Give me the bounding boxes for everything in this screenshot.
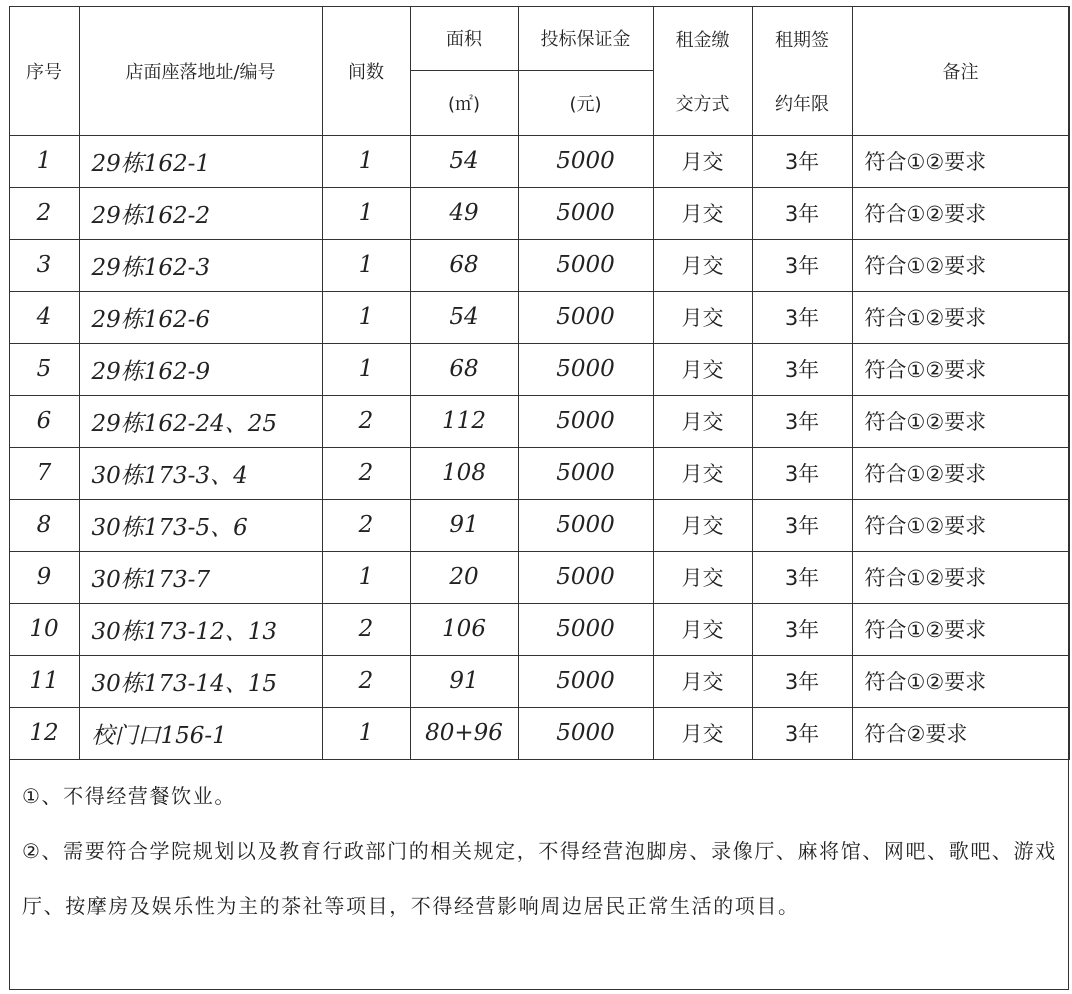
cell-pay: 月交	[653, 551, 752, 603]
cell-note: 符合①②要求	[852, 343, 1069, 395]
header-pay-bottom: 交方式	[653, 71, 752, 136]
cell-pay: 月交	[653, 499, 752, 551]
cell-term: 3年	[752, 603, 852, 655]
cell-term: 3年	[752, 343, 852, 395]
table-row	[9, 239, 1069, 291]
cell-area: 91	[410, 655, 518, 707]
cell-deposit: 5000	[518, 499, 653, 551]
cell-deposit: 5000	[518, 291, 653, 343]
note-2: ②、需要符合学院规划以及教育行政部门的相关规定，不得经营泡脚房、录像厅、麻将馆、网吧、歌吧、游戏厅、按摩房及娱乐性为主的茶社等项目，不得经营影响周边居民正常生活的项目。	[22, 839, 1057, 918]
table-row	[9, 655, 1069, 707]
table-row	[9, 447, 1069, 499]
cell-seq: 11	[9, 655, 79, 707]
cell-address: 29栋162-9	[79, 343, 322, 395]
cell-note: 符合①②要求	[852, 655, 1069, 707]
cell-term: 3年	[752, 135, 852, 187]
cell-note: 符合①②要求	[852, 135, 1069, 187]
cell-rooms: 1	[322, 551, 410, 603]
cell-rooms: 2	[322, 395, 410, 447]
header-deposit-unit: (元)	[518, 71, 653, 136]
table-row	[9, 551, 1069, 603]
cell-term: 3年	[752, 447, 852, 499]
header-address: 店面座落地址/编号	[79, 6, 322, 135]
cell-pay: 月交	[653, 447, 752, 499]
cell-address: 30栋173-12、13	[79, 603, 322, 655]
header-deposit: 投标保证金	[518, 6, 653, 71]
cell-address: 30栋173-7	[79, 551, 322, 603]
cell-pay: 月交	[653, 395, 752, 447]
note-1: ①、不得经营餐饮业。	[22, 784, 236, 808]
header-term-top: 租期签	[752, 6, 852, 71]
cell-seq: 7	[9, 447, 79, 499]
header-rooms: 间数	[322, 6, 410, 135]
cell-address: 30栋173-5、6	[79, 499, 322, 551]
cell-deposit: 5000	[518, 239, 653, 291]
header-term-bottom: 约年限	[752, 71, 852, 136]
cell-pay: 月交	[653, 291, 752, 343]
document-page	[9, 6, 1069, 990]
cell-deposit: 5000	[518, 135, 653, 187]
cell-area: 20	[410, 551, 518, 603]
cell-term: 3年	[752, 655, 852, 707]
table-header	[9, 6, 1069, 135]
cell-deposit: 5000	[518, 395, 653, 447]
cell-area: 106	[410, 603, 518, 655]
cell-deposit: 5000	[518, 707, 653, 759]
header-pay-top: 租金缴	[653, 6, 752, 71]
cell-deposit: 5000	[518, 655, 653, 707]
table-body	[9, 135, 1069, 759]
cell-address: 30栋173-14、15	[79, 655, 322, 707]
cell-note: 符合②要求	[852, 707, 1069, 759]
cell-area: 68	[410, 343, 518, 395]
table-row	[9, 187, 1069, 239]
cell-note: 符合①②要求	[852, 239, 1069, 291]
cell-area: 49	[410, 187, 518, 239]
cell-seq: 3	[9, 239, 79, 291]
cell-note: 符合①②要求	[852, 551, 1069, 603]
cell-seq: 5	[9, 343, 79, 395]
cell-rooms: 2	[322, 603, 410, 655]
cell-address: 30栋173-3、4	[79, 447, 322, 499]
table-row	[9, 135, 1069, 187]
cell-area: 54	[410, 291, 518, 343]
cell-pay: 月交	[653, 343, 752, 395]
cell-term: 3年	[752, 551, 852, 603]
table-row	[9, 499, 1069, 551]
cell-rooms: 1	[322, 707, 410, 759]
cell-rooms: 2	[322, 447, 410, 499]
cell-address: 29栋162-6	[79, 291, 322, 343]
cell-seq: 6	[9, 395, 79, 447]
header-seq: 序号	[9, 6, 79, 135]
cell-address: 29栋162-3	[79, 239, 322, 291]
shop-lease-table	[9, 6, 1070, 760]
cell-address: 29栋162-2	[79, 187, 322, 239]
cell-seq: 9	[9, 551, 79, 603]
cell-note: 符合①②要求	[852, 291, 1069, 343]
cell-rooms: 1	[322, 239, 410, 291]
cell-note: 符合①②要求	[852, 447, 1069, 499]
cell-area: 54	[410, 135, 518, 187]
cell-seq: 1	[9, 135, 79, 187]
cell-term: 3年	[752, 187, 852, 239]
cell-seq: 12	[9, 707, 79, 759]
table-row	[9, 707, 1069, 759]
cell-note: 符合①②要求	[852, 395, 1069, 447]
cell-term: 3年	[752, 707, 852, 759]
table-row	[9, 603, 1069, 655]
table-row	[9, 395, 1069, 447]
cell-term: 3年	[752, 239, 852, 291]
cell-address: 29栋162-1	[79, 135, 322, 187]
cell-deposit: 5000	[518, 603, 653, 655]
cell-note: 符合①②要求	[852, 603, 1069, 655]
cell-area: 91	[410, 499, 518, 551]
cell-note: 符合①②要求	[852, 187, 1069, 239]
table-row	[9, 343, 1069, 395]
cell-rooms: 1	[322, 343, 410, 395]
cell-area: 68	[410, 239, 518, 291]
table-row	[9, 291, 1069, 343]
cell-pay: 月交	[653, 655, 752, 707]
cell-area: 108	[410, 447, 518, 499]
cell-rooms: 2	[322, 499, 410, 551]
cell-rooms: 1	[322, 187, 410, 239]
cell-seq: 8	[9, 499, 79, 551]
header-area: 面积	[410, 6, 518, 71]
cell-term: 3年	[752, 499, 852, 551]
cell-deposit: 5000	[518, 343, 653, 395]
header-area-unit: (㎡)	[410, 71, 518, 136]
cell-area: 80+96	[410, 707, 518, 759]
notes-section	[10, 769, 1070, 934]
cell-area: 112	[410, 395, 518, 447]
cell-address: 校门口156-1	[79, 707, 322, 759]
cell-pay: 月交	[653, 239, 752, 291]
cell-seq: 10	[9, 603, 79, 655]
cell-pay: 月交	[653, 603, 752, 655]
cell-pay: 月交	[653, 187, 752, 239]
cell-deposit: 5000	[518, 187, 653, 239]
cell-rooms: 1	[322, 291, 410, 343]
cell-note: 符合①②要求	[852, 499, 1069, 551]
header-remark: 备注	[852, 6, 1069, 135]
cell-seq: 4	[9, 291, 79, 343]
cell-seq: 2	[9, 187, 79, 239]
cell-deposit: 5000	[518, 551, 653, 603]
cell-rooms: 1	[322, 135, 410, 187]
cell-pay: 月交	[653, 707, 752, 759]
cell-term: 3年	[752, 291, 852, 343]
cell-pay: 月交	[653, 135, 752, 187]
cell-rooms: 2	[322, 655, 410, 707]
cell-deposit: 5000	[518, 447, 653, 499]
cell-address: 29栋162-24、25	[79, 395, 322, 447]
cell-term: 3年	[752, 395, 852, 447]
